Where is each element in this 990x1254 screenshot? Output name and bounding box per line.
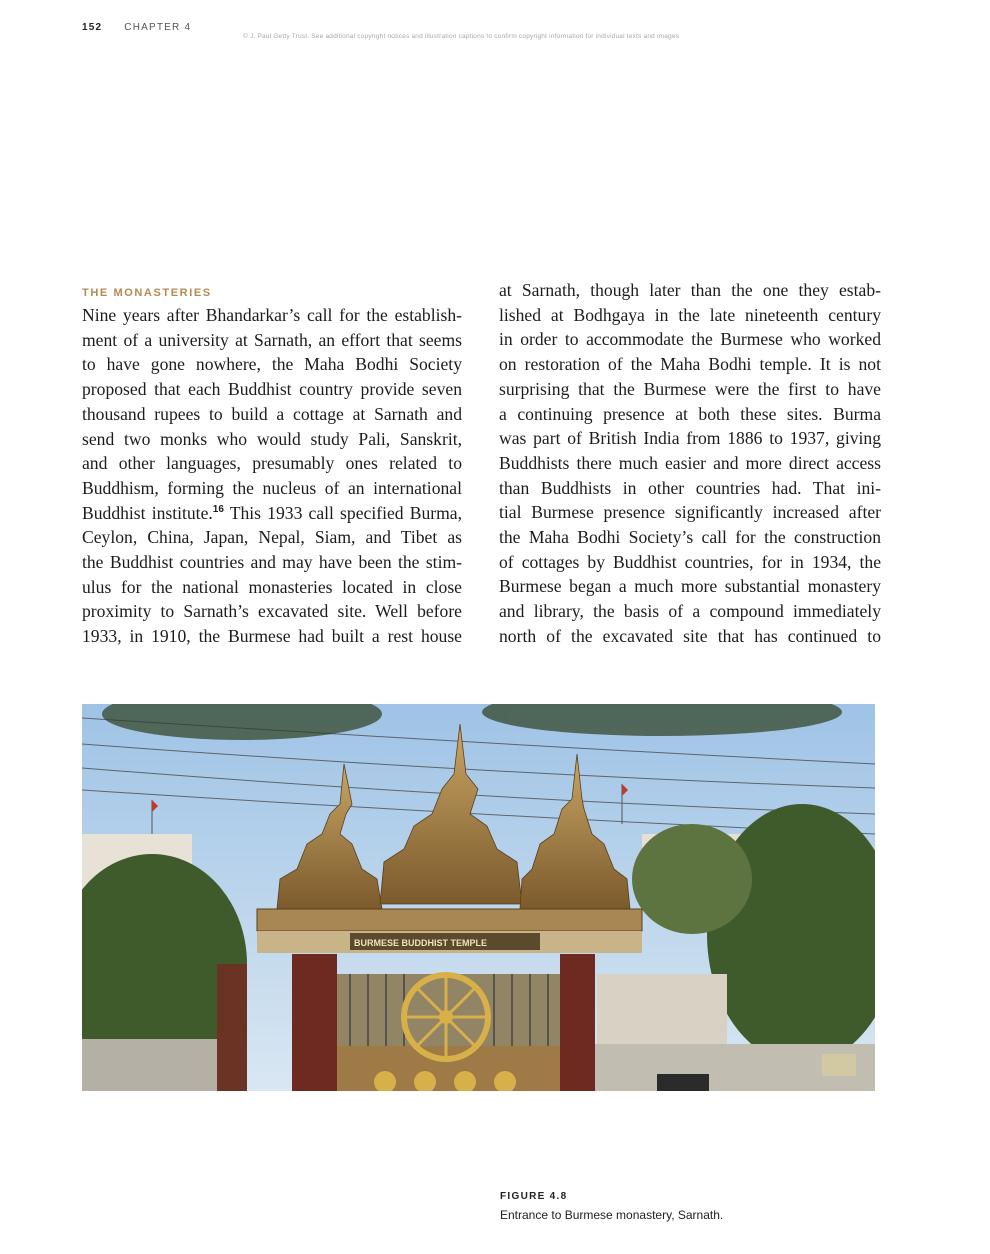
text-line: Ceylon, China, Japan, Nepal, Siam, and Tibet as [82, 527, 462, 548]
text-line: Nine years after Bhandarkar’s call for the establish- [82, 305, 462, 325]
text-fragment: This 1933 call specified Burma, [223, 502, 462, 523]
text-line: 1933, in 1910, the Burmese had built a rest house [82, 626, 462, 647]
monastery-photo [82, 704, 875, 1091]
text-line: the Maha Bodhi Society’s call for the construction [499, 527, 881, 548]
figure-caption-text: Entrance to Burmese monastery, Sarnath. [500, 1208, 724, 1222]
page-number: 152 [82, 22, 103, 33]
text-line: tial Burmese presence significantly increased after [499, 502, 881, 523]
text-fragment: Buddhist institute. [82, 502, 213, 523]
text-line: of cottages by Buddhist countries, for in 1934, the [499, 551, 881, 572]
text-line: in order to accommodate the Burmese who worked [499, 329, 881, 350]
text-line: was part of British India from 1886 to 1937, giving [499, 428, 881, 449]
text-line: the Buddhist countries and may have been the stim- [82, 552, 462, 573]
text-line: thousand rupees to build a cottage at Sarnath and [82, 403, 462, 424]
text-line: Burmese began a much more substantial monastery [499, 576, 881, 597]
figure-caption [500, 1191, 723, 1222]
text-line: surprising that the Burmese were the first to have [499, 378, 881, 399]
text-line: proximity to Sarnath’s excavated site. Well before [82, 601, 462, 622]
text-line: to have gone nowhere, the Maha Bodhi Society [82, 354, 462, 375]
gate-sign: BURMESE BUDDHIST TEMPLE [354, 938, 488, 948]
text-line: lished at Bodhgaya in the late nineteenth century [499, 304, 881, 325]
left-column [82, 283, 462, 649]
footnote-reference[interactable]: 16 [212, 503, 224, 515]
text-line: than Buddhists in other countries had. That ini- [499, 477, 881, 498]
text-line: a continuing presence at both these sites. Burma [499, 403, 881, 424]
running-head [82, 22, 191, 33]
section-heading: THE MONASTERIES [82, 287, 212, 299]
text-line: Buddhism, forming the nucleus of an international [82, 477, 462, 498]
text-line: send two monks who would study Pali, Sanskrit, [82, 428, 462, 449]
text-line-with-footnote [82, 501, 462, 526]
text-line: north of the excavated site that has continued to [499, 625, 881, 646]
text-line: ment of a university at Sarnath, an effort that seems [82, 329, 462, 350]
chapter-label: CHAPTER 4 [124, 22, 192, 33]
text-line: Buddhists there much easier and more direct access [499, 452, 881, 473]
text-line: on restoration of the Maha Bodhi temple. It is not [499, 354, 881, 375]
text-line: proposed that each Buddhist country provide seven [82, 379, 462, 400]
figure-label: FIGURE 4.8 [500, 1191, 568, 1202]
text-line: ulus for the national monasteries located in close [82, 576, 462, 597]
text-line: at Sarnath, though later than the one they estab- [499, 280, 881, 300]
text-line: and library, the basis of a compound immediately [499, 601, 881, 622]
right-column [499, 278, 881, 649]
copyright-notice: © J. Paul Getty Trust. See additional copyright notices and illustration captions to confirm copyright information for individual texts and images [243, 33, 680, 40]
text-line: and other languages, presumably ones related to [82, 453, 462, 474]
